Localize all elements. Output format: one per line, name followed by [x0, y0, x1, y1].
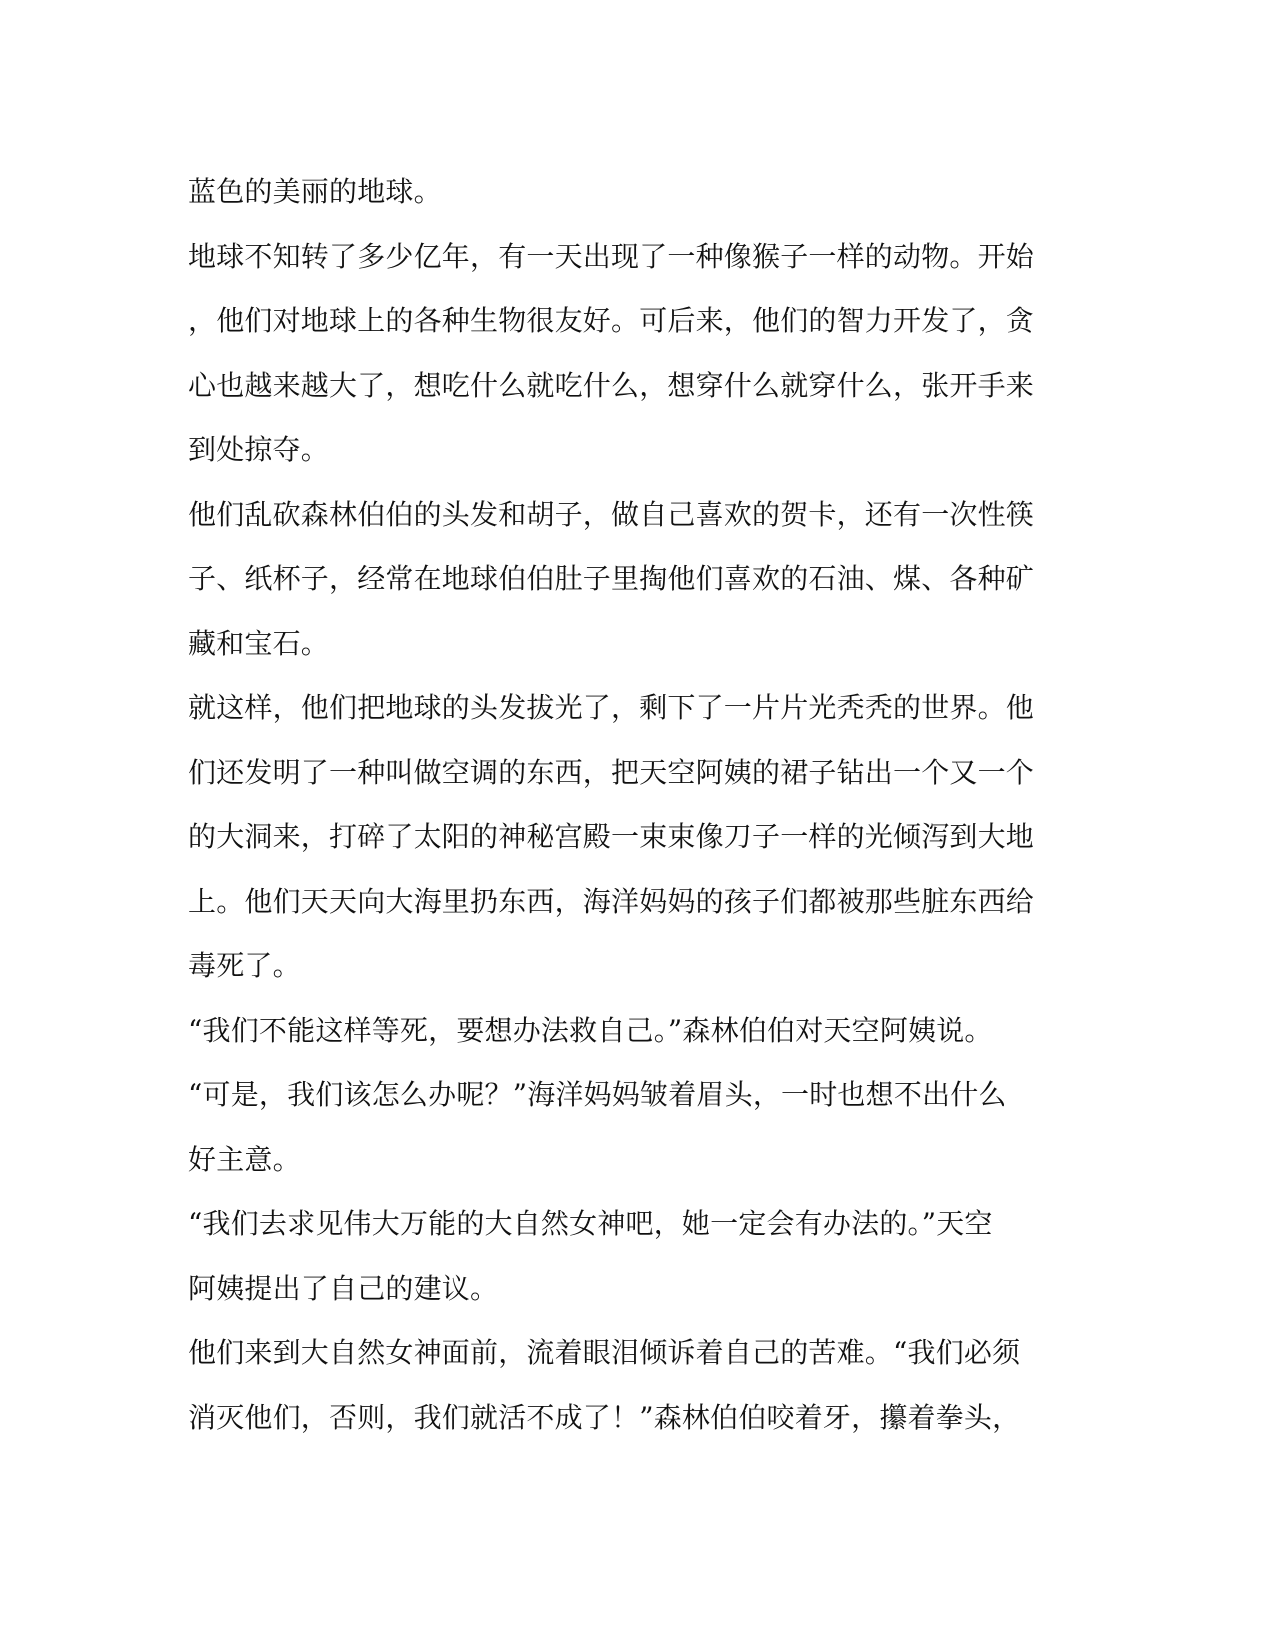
text-line: 消灭他们，否则，我们就活不成了！”森林伯伯咬着牙，攥着拳头， [188, 1400, 1021, 1434]
text-line: 的大洞来，打碎了太阳的神秘宫殿一束束像刀子一样的光倾泻到大地 [188, 820, 1035, 853]
text-line: 他们来到大自然女神面前，流着眼泪倾诉着自己的苦难。“我们必须 [188, 1336, 1021, 1369]
text-line: 藏和宝石。 [188, 626, 330, 660]
text-line: 地球不知转了多少亿年，有一天出现了一种像猴子一样的动物。开始 [188, 239, 1035, 273]
body-text [188, 160, 1068, 1450]
text-line: 们还发明了一种叫做空调的东西，把天空阿姨的裙子钻出一个又一个 [188, 755, 1035, 789]
text-line: 他们乱砍森林伯伯的头发和胡子，做自己喜欢的贺卡，还有一次性筷 [188, 497, 1035, 531]
text-line: “我们去求见伟大万能的大自然女神吧，她一定会有办法的。”天空 [188, 1207, 993, 1240]
text-line: “可是，我们该怎么办呢？”海洋妈妈皱着眉头，一时也想不出什么 [188, 1078, 1007, 1111]
text-line: 蓝色的美丽的地球。 [188, 175, 442, 208]
text-line: 上。他们天天向大海里扔东西，海洋妈妈的孩子们都被那些脏东西给 [188, 884, 1035, 918]
text-line: 就这样，他们把地球的头发拔光了，剩下了一片片光秃秃的世界。他 [188, 691, 1035, 724]
text-line: 好主意。 [188, 1142, 301, 1176]
text-line: 子、纸杯子，经常在地球伯伯肚子里掏他们喜欢的石油、煤、各种矿 [188, 562, 1035, 595]
text-line: 到处掠夺。 [188, 433, 330, 466]
text-line: 心也越来越大了，想吃什么就吃什么，想穿什么就穿什么，张开手来 [188, 368, 1035, 402]
text-line: 阿姨提出了自己的建议。 [188, 1271, 499, 1305]
text-line: ，他们对地球上的各种生物很友好。可后来，他们的智力开发了，贪 [188, 304, 1035, 337]
text-line: “我们不能这样等死，要想办法救自己。”森林伯伯对天空阿姨说。 [188, 1013, 993, 1047]
text-line: 毒死了。 [188, 949, 301, 982]
